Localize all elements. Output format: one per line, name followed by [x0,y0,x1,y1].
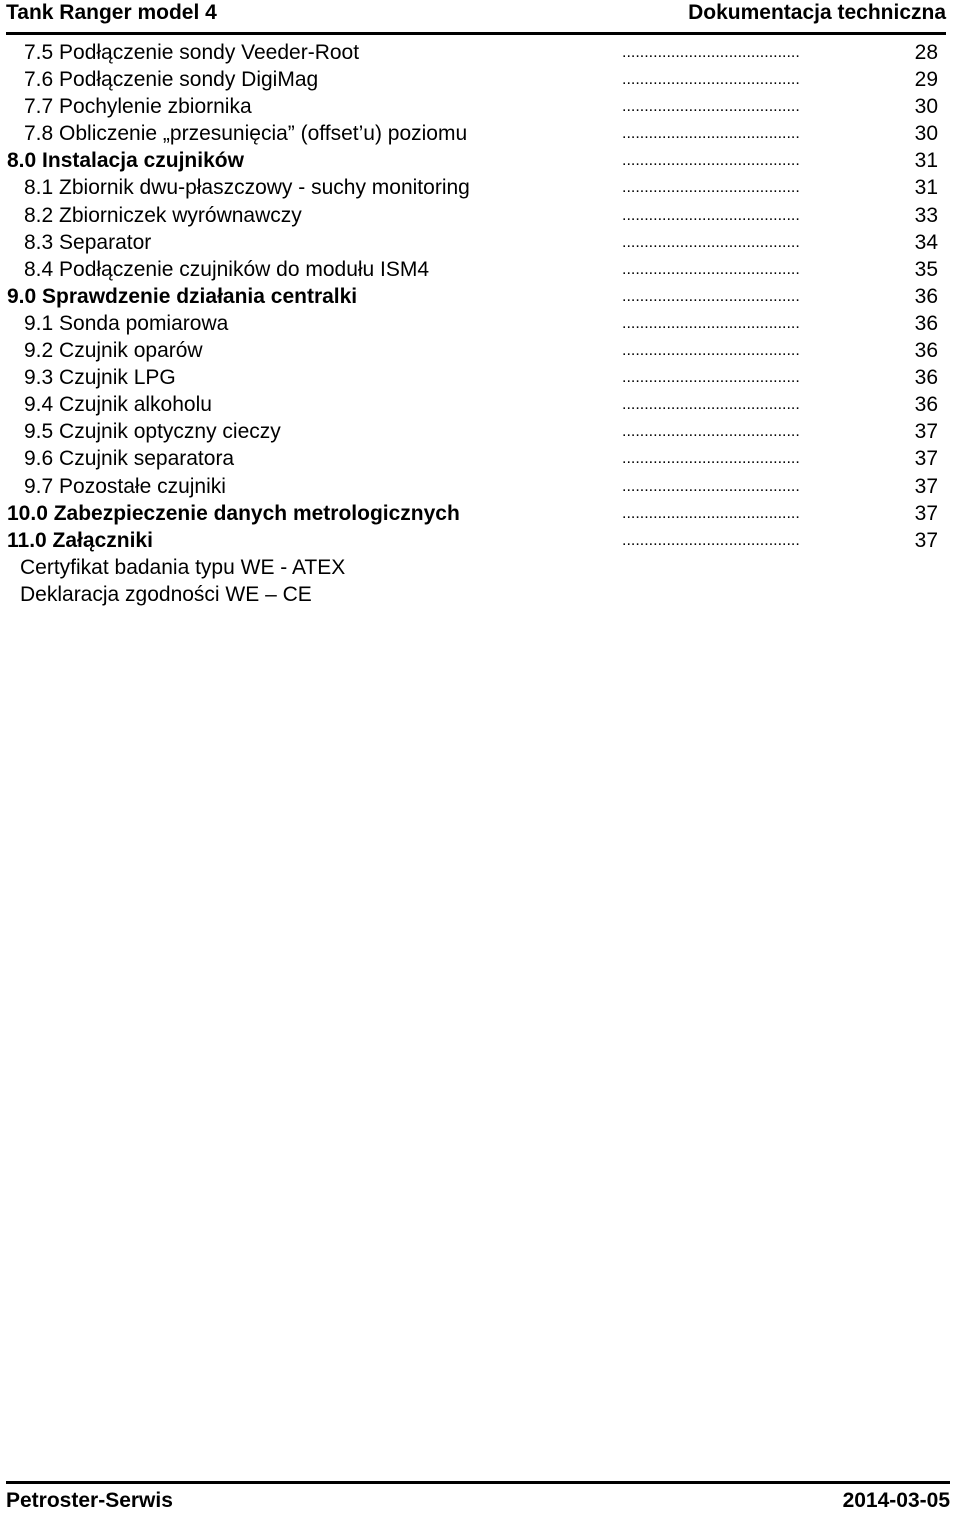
toc-entry-title: 9.5 Czujnik optyczny cieczy [24,420,281,444]
toc-dot-leader: ........................................ [622,450,800,468]
toc-page-number: 36 [914,366,938,390]
toc-entry[interactable] [0,93,960,120]
toc-dot-leader: ........................................ [622,342,800,360]
toc-page-number: 33 [914,203,938,227]
toc-page-number: 36 [914,393,938,417]
toc-page-number: 30 [914,95,938,119]
toc-entry[interactable] [0,147,960,174]
toc-entry-title: 9.4 Czujnik alkoholu [24,393,212,417]
toc-entry-title: 8.2 Zbiorniczek wyrównawczy [24,203,302,227]
toc-page-number: 34 [914,230,938,254]
toc-entry-title: 7.5 Podłączenie sondy Veeder-Root [24,41,360,64]
toc-entry[interactable] [0,120,960,147]
toc-entry[interactable] [0,391,960,418]
toc-entry-title: 9.1 Sonda pomiarowa [24,311,229,335]
toc-page-number: 37 [914,474,938,498]
toc-dot-leader: ........................................ [622,125,800,143]
toc-dot-leader: ........................................ [622,260,800,278]
toc-page-number: 31 [914,176,938,200]
attachment-item: Certyfikat badania typu WE - ATEX [20,555,346,579]
toc-entry-title: 9.2 Czujnik oparów [24,339,203,363]
toc-dot-leader: ........................................ [622,206,800,224]
toc-page-number: 36 [914,339,938,363]
toc-entry[interactable] [0,310,960,337]
toc-dot-leader: ........................................ [622,233,800,251]
toc-entry[interactable] [0,229,960,256]
toc-dot-leader: ........................................ [622,504,800,522]
page-header [6,0,946,35]
toc-page-number: 36 [914,284,938,308]
toc-entry[interactable] [0,445,960,472]
toc-dot-leader: ........................................ [622,369,800,387]
toc-entry[interactable] [0,364,960,391]
toc-entry-title: 8.0 Instalacja czujników [7,149,244,173]
toc-dot-leader: ........................................ [622,396,800,414]
toc-entry[interactable] [0,202,960,229]
toc-entry[interactable] [0,500,960,527]
toc-entry-title: 9.6 Czujnik separatora [24,447,235,471]
toc-entry-title: 10.0 Zabezpieczenie danych metrologicznych [7,501,460,525]
toc-entry-title: 8.3 Separator [24,230,152,254]
attachment-item: Deklaracja zgodności WE – CE [20,582,312,606]
toc-page-number: 35 [914,257,938,281]
toc-entry-title: 8.1 Zbiornik dwu-płaszczowy - suchy monitoring [24,176,470,200]
toc-entry[interactable] [0,418,960,445]
toc-dot-leader: ........................................ [622,423,800,441]
toc-dot-leader: ........................................ [622,44,800,61]
toc-entry[interactable] [0,256,960,283]
toc-entry-title: 11.0 Załączniki [7,528,153,552]
document-title: Tank Ranger model 4 [6,1,217,24]
toc-entry-title: 9.0 Sprawdzenie działania centralki [7,284,358,308]
toc-entry-title: 9.7 Pozostałe czujniki [24,474,226,498]
toc-page-number: 29 [914,68,938,92]
toc-dot-leader: ........................................ [622,287,800,305]
toc-entry[interactable] [0,337,960,364]
company-name: Petroster-Serwis [6,1489,173,1512]
document-type: Dokumentacja techniczna [688,1,946,24]
toc-dot-leader: ........................................ [622,152,800,170]
toc-page-number: 37 [914,528,938,552]
toc-entry[interactable] [0,174,960,201]
page-footer [6,1481,950,1515]
table-of-contents [0,39,960,608]
toc-entry[interactable] [0,473,960,500]
toc-dot-leader: ........................................ [622,531,800,549]
toc-page-number: 30 [914,122,938,146]
document-date: 2014-03-05 [842,1489,950,1512]
toc-page-number: 31 [914,149,938,173]
toc-dot-leader: ........................................ [622,71,800,89]
toc-entry[interactable] [0,527,960,554]
toc-entry-title: 7.7 Pochylenie zbiornika [24,95,252,119]
toc-page-number: 28 [914,41,938,64]
toc-entry-title: 9.3 Czujnik LPG [24,366,176,390]
toc-page-number: 36 [914,311,938,335]
toc-dot-leader: ........................................ [622,179,800,197]
toc-entry-title: 8.4 Podłączenie czujników do modułu ISM4 [24,257,430,281]
toc-entry-title: 7.6 Podłączenie sondy DigiMag [24,68,319,92]
toc-entry[interactable] [0,283,960,310]
toc-entry[interactable] [0,66,960,93]
toc-entry-title: 7.8 Obliczenie „przesunięcia” (offset’u) poziomu [24,122,468,146]
toc-dot-leader: ........................................ [622,314,800,332]
toc-page-number: 37 [914,447,938,471]
toc-page-number: 37 [914,501,938,525]
toc-page-number: 37 [914,420,938,444]
toc-entry[interactable] [0,39,960,66]
toc-dot-leader: ........................................ [622,477,800,495]
toc-dot-leader: ........................................ [622,98,800,116]
